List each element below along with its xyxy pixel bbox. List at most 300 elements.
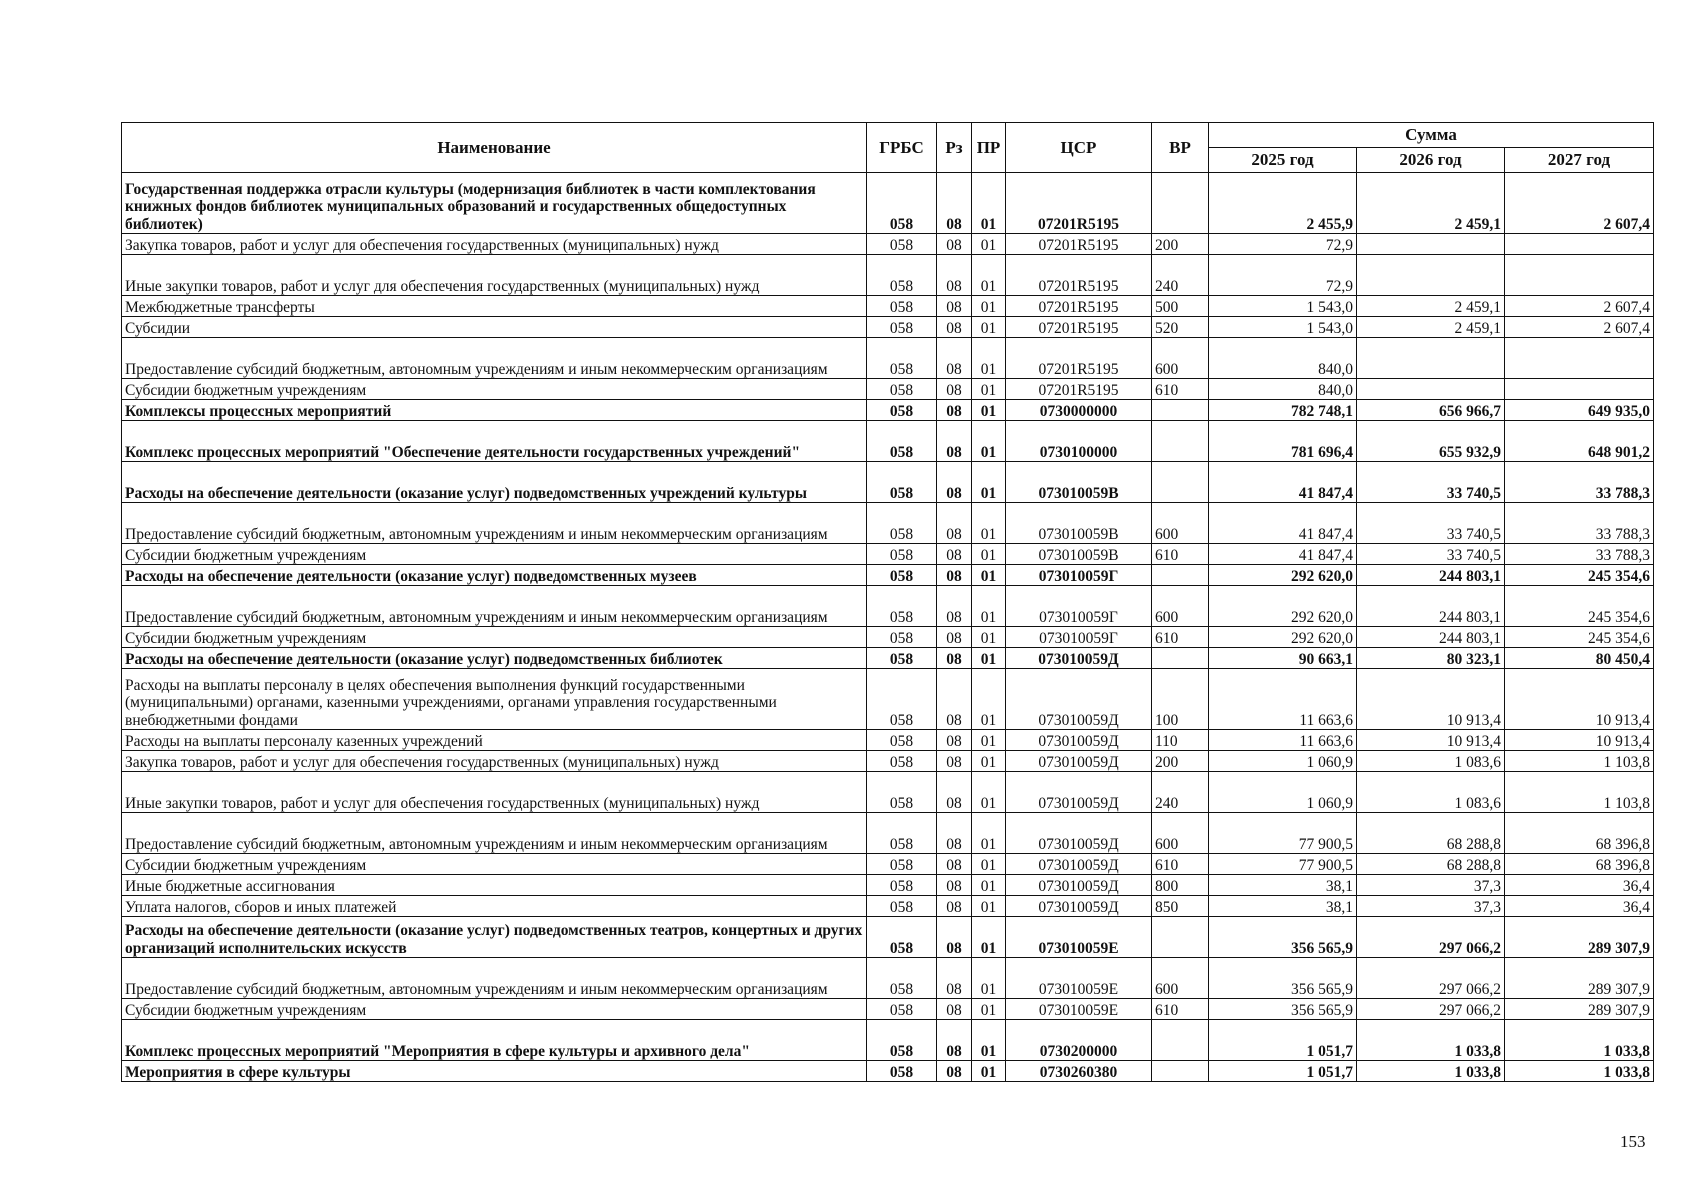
cell-rz: 08 <box>937 999 972 1020</box>
cell-sum-2026: 33 740,5 <box>1357 462 1505 503</box>
cell-sum-2025: 38,1 <box>1209 896 1357 917</box>
cell-grbs: 058 <box>867 751 937 772</box>
cell-sum-2027: 1 033,8 <box>1505 1061 1654 1082</box>
cell-rz: 08 <box>937 400 972 421</box>
table-body <box>122 173 1654 1082</box>
cell-vr: 240 <box>1152 772 1209 813</box>
cell-sum-2025: 11 663,6 <box>1209 669 1357 730</box>
cell-sum-2027 <box>1505 338 1654 379</box>
cell-sum-2026: 1 033,8 <box>1357 1020 1505 1061</box>
table-row <box>122 896 1654 917</box>
cell-name: Государственная поддержка отрасли культуры (модернизация библиотек в части комплектования книжных фондов библиотек муниципальных образований и государственных общедоступных библиотек) <box>122 173 867 234</box>
cell-rz: 08 <box>937 421 972 462</box>
cell-grbs: 058 <box>867 296 937 317</box>
cell-grbs: 058 <box>867 875 937 896</box>
cell-csr: 073010059Г <box>1006 627 1152 648</box>
cell-csr: 073010059Д <box>1006 730 1152 751</box>
cell-sum-2026: 80 323,1 <box>1357 648 1505 669</box>
cell-csr: 073010059Г <box>1006 586 1152 627</box>
cell-vr: 600 <box>1152 503 1209 544</box>
cell-sum-2025: 1 543,0 <box>1209 317 1357 338</box>
cell-sum-2027: 245 354,6 <box>1505 627 1654 648</box>
header-pr: ПР <box>972 123 1006 173</box>
cell-sum-2026: 37,3 <box>1357 875 1505 896</box>
cell-vr: 800 <box>1152 875 1209 896</box>
cell-sum-2026: 297 066,2 <box>1357 958 1505 999</box>
header-year-2027: 2027 год <box>1505 148 1654 173</box>
cell-pr: 01 <box>972 565 1006 586</box>
cell-csr: 073010059Г <box>1006 565 1152 586</box>
cell-pr: 01 <box>972 234 1006 255</box>
cell-sum-2027: 245 354,6 <box>1505 586 1654 627</box>
table-row <box>122 751 1654 772</box>
cell-sum-2025: 72,9 <box>1209 255 1357 296</box>
cell-csr: 07201R5195 <box>1006 317 1152 338</box>
cell-sum-2027: 1 033,8 <box>1505 1020 1654 1061</box>
cell-vr <box>1152 1020 1209 1061</box>
cell-csr: 073010059Д <box>1006 875 1152 896</box>
cell-sum-2025: 77 900,5 <box>1209 854 1357 875</box>
cell-grbs: 058 <box>867 813 937 854</box>
cell-pr: 01 <box>972 1061 1006 1082</box>
table-row <box>122 648 1654 669</box>
cell-pr: 01 <box>972 338 1006 379</box>
cell-pr: 01 <box>972 813 1006 854</box>
header-grbs: ГРБС <box>867 123 937 173</box>
cell-vr: 520 <box>1152 317 1209 338</box>
cell-pr: 01 <box>972 462 1006 503</box>
cell-rz: 08 <box>937 173 972 234</box>
cell-sum-2025: 356 565,9 <box>1209 958 1357 999</box>
cell-sum-2025: 840,0 <box>1209 379 1357 400</box>
cell-csr: 073010059В <box>1006 503 1152 544</box>
cell-rz: 08 <box>937 296 972 317</box>
cell-sum-2025: 41 847,4 <box>1209 503 1357 544</box>
cell-sum-2027: 2 607,4 <box>1505 173 1654 234</box>
cell-name: Комплекс процессных мероприятий "Мероприятия в сфере культуры и архивного дела" <box>122 1020 867 1061</box>
cell-rz: 08 <box>937 1061 972 1082</box>
table-row <box>122 854 1654 875</box>
cell-sum-2027: 10 913,4 <box>1505 669 1654 730</box>
cell-rz: 08 <box>937 338 972 379</box>
table-row <box>122 999 1654 1020</box>
cell-vr: 600 <box>1152 958 1209 999</box>
cell-grbs: 058 <box>867 379 937 400</box>
cell-grbs: 058 <box>867 421 937 462</box>
cell-vr <box>1152 462 1209 503</box>
budget-table <box>121 122 1654 1082</box>
table-row <box>122 173 1654 234</box>
cell-rz: 08 <box>937 565 972 586</box>
cell-pr: 01 <box>972 999 1006 1020</box>
cell-pr: 01 <box>972 896 1006 917</box>
cell-pr: 01 <box>972 317 1006 338</box>
cell-sum-2025: 1 543,0 <box>1209 296 1357 317</box>
cell-sum-2026: 1 083,6 <box>1357 772 1505 813</box>
cell-sum-2026: 10 913,4 <box>1357 730 1505 751</box>
cell-pr: 01 <box>972 958 1006 999</box>
cell-name: Субсидии бюджетным учреждениям <box>122 854 867 875</box>
cell-name: Иные закупки товаров, работ и услуг для обеспечения государственных (муниципальных) нужд <box>122 772 867 813</box>
cell-name: Расходы на обеспечение деятельности (оказание услуг) подведомственных музеев <box>122 565 867 586</box>
cell-vr <box>1152 173 1209 234</box>
cell-csr: 07201R5195 <box>1006 296 1152 317</box>
cell-pr: 01 <box>972 296 1006 317</box>
cell-sum-2025: 11 663,6 <box>1209 730 1357 751</box>
cell-grbs: 058 <box>867 400 937 421</box>
cell-sum-2026: 1 033,8 <box>1357 1061 1505 1082</box>
cell-sum-2026: 68 288,8 <box>1357 854 1505 875</box>
cell-sum-2027: 33 788,3 <box>1505 503 1654 544</box>
cell-csr: 073010059Д <box>1006 896 1152 917</box>
cell-sum-2027: 289 307,9 <box>1505 958 1654 999</box>
cell-vr: 200 <box>1152 751 1209 772</box>
cell-sum-2026: 656 966,7 <box>1357 400 1505 421</box>
cell-grbs: 058 <box>867 462 937 503</box>
cell-csr: 073010059Е <box>1006 999 1152 1020</box>
cell-vr: 610 <box>1152 627 1209 648</box>
table-row <box>122 669 1654 730</box>
cell-vr <box>1152 648 1209 669</box>
cell-vr: 610 <box>1152 999 1209 1020</box>
header-vr: ВР <box>1152 123 1209 173</box>
cell-pr: 01 <box>972 173 1006 234</box>
cell-name: Расходы на выплаты персоналу в целях обеспечения выполнения функций государственными (муниципальными) органами, казенными учреждениями, органами управления государственными внебюджетными фондами <box>122 669 867 730</box>
cell-grbs: 058 <box>867 234 937 255</box>
table-row <box>122 813 1654 854</box>
page-number: 153 <box>1620 1132 1646 1151</box>
cell-sum-2027 <box>1505 234 1654 255</box>
cell-rz: 08 <box>937 586 972 627</box>
cell-pr: 01 <box>972 648 1006 669</box>
cell-sum-2025: 38,1 <box>1209 875 1357 896</box>
cell-rz: 08 <box>937 234 972 255</box>
cell-name: Уплата налогов, сборов и иных платежей <box>122 896 867 917</box>
cell-name: Расходы на обеспечение деятельности (оказание услуг) подведомственных библиотек <box>122 648 867 669</box>
cell-pr: 01 <box>972 772 1006 813</box>
cell-sum-2025: 781 696,4 <box>1209 421 1357 462</box>
cell-grbs: 058 <box>867 772 937 813</box>
cell-name: Предоставление субсидий бюджетным, автономным учреждениям и иным некоммерческим организациям <box>122 958 867 999</box>
cell-pr: 01 <box>972 627 1006 648</box>
cell-sum-2025: 77 900,5 <box>1209 813 1357 854</box>
table-row <box>122 462 1654 503</box>
cell-csr: 07201R5195 <box>1006 234 1152 255</box>
cell-name: Предоставление субсидий бюджетным, автономным учреждениям и иным некоммерческим организациям <box>122 813 867 854</box>
cell-vr: 600 <box>1152 586 1209 627</box>
cell-sum-2026 <box>1357 379 1505 400</box>
table-row <box>122 296 1654 317</box>
cell-rz: 08 <box>937 379 972 400</box>
cell-sum-2025: 2 455,9 <box>1209 173 1357 234</box>
cell-vr: 200 <box>1152 234 1209 255</box>
cell-grbs: 058 <box>867 917 937 958</box>
cell-name: Предоставление субсидий бюджетным, автономным учреждениям и иным некоммерческим организациям <box>122 503 867 544</box>
cell-csr: 073010059Д <box>1006 772 1152 813</box>
cell-grbs: 058 <box>867 503 937 544</box>
header-rz: Рз <box>937 123 972 173</box>
cell-name: Субсидии бюджетным учреждениям <box>122 544 867 565</box>
cell-rz: 08 <box>937 896 972 917</box>
cell-rz: 08 <box>937 772 972 813</box>
cell-csr: 073010059Д <box>1006 669 1152 730</box>
cell-csr: 07201R5195 <box>1006 338 1152 379</box>
cell-name: Субсидии <box>122 317 867 338</box>
table-row <box>122 317 1654 338</box>
cell-sum-2027 <box>1505 379 1654 400</box>
cell-rz: 08 <box>937 317 972 338</box>
cell-vr: 600 <box>1152 338 1209 379</box>
cell-grbs: 058 <box>867 1061 937 1082</box>
cell-sum-2026: 244 803,1 <box>1357 627 1505 648</box>
cell-pr: 01 <box>972 379 1006 400</box>
cell-csr: 0730100000 <box>1006 421 1152 462</box>
cell-grbs: 058 <box>867 586 937 627</box>
cell-pr: 01 <box>972 854 1006 875</box>
cell-pr: 01 <box>972 751 1006 772</box>
cell-sum-2026: 2 459,1 <box>1357 296 1505 317</box>
table-row <box>122 958 1654 999</box>
cell-vr <box>1152 421 1209 462</box>
header-sum: Сумма <box>1209 123 1654 148</box>
cell-rz: 08 <box>937 730 972 751</box>
cell-pr: 01 <box>972 400 1006 421</box>
cell-sum-2025: 90 663,1 <box>1209 648 1357 669</box>
cell-grbs: 058 <box>867 730 937 751</box>
cell-csr: 0730260380 <box>1006 1061 1152 1082</box>
cell-pr: 01 <box>972 730 1006 751</box>
cell-vr <box>1152 917 1209 958</box>
cell-name: Закупка товаров, работ и услуг для обеспечения государственных (муниципальных) нужд <box>122 234 867 255</box>
cell-rz: 08 <box>937 648 972 669</box>
cell-sum-2027: 68 396,8 <box>1505 854 1654 875</box>
cell-name: Мероприятия в сфере культуры <box>122 1061 867 1082</box>
cell-csr: 07201R5195 <box>1006 173 1152 234</box>
table-row <box>122 772 1654 813</box>
cell-grbs: 058 <box>867 627 937 648</box>
cell-pr: 01 <box>972 669 1006 730</box>
cell-sum-2026: 33 740,5 <box>1357 503 1505 544</box>
cell-grbs: 058 <box>867 173 937 234</box>
cell-vr: 610 <box>1152 854 1209 875</box>
cell-pr: 01 <box>972 255 1006 296</box>
cell-csr: 0730200000 <box>1006 1020 1152 1061</box>
cell-rz: 08 <box>937 854 972 875</box>
cell-name: Расходы на обеспечение деятельности (оказание услуг) подведомственных театров, концертных и других организаций исполнительских искусств <box>122 917 867 958</box>
table-row <box>122 503 1654 544</box>
cell-grbs: 058 <box>867 669 937 730</box>
cell-pr: 01 <box>972 544 1006 565</box>
cell-csr: 0730000000 <box>1006 400 1152 421</box>
cell-name: Иные закупки товаров, работ и услуг для обеспечения государственных (муниципальных) нужд <box>122 255 867 296</box>
cell-sum-2025: 292 620,0 <box>1209 565 1357 586</box>
cell-rz: 08 <box>937 751 972 772</box>
cell-sum-2025: 41 847,4 <box>1209 544 1357 565</box>
cell-sum-2027: 36,4 <box>1505 896 1654 917</box>
cell-pr: 01 <box>972 503 1006 544</box>
cell-sum-2027: 648 901,2 <box>1505 421 1654 462</box>
cell-name: Предоставление субсидий бюджетным, автономным учреждениям и иным некоммерческим организациям <box>122 338 867 379</box>
cell-csr: 07201R5195 <box>1006 379 1152 400</box>
cell-sum-2025: 356 565,9 <box>1209 917 1357 958</box>
cell-grbs: 058 <box>867 338 937 379</box>
cell-csr: 073010059В <box>1006 544 1152 565</box>
table-row <box>122 627 1654 648</box>
cell-vr: 610 <box>1152 379 1209 400</box>
table-row <box>122 544 1654 565</box>
cell-name: Закупка товаров, работ и услуг для обеспечения государственных (муниципальных) нужд <box>122 751 867 772</box>
cell-sum-2027: 10 913,4 <box>1505 730 1654 751</box>
cell-csr: 07201R5195 <box>1006 255 1152 296</box>
cell-csr: 073010059В <box>1006 462 1152 503</box>
table-row <box>122 875 1654 896</box>
cell-sum-2026 <box>1357 234 1505 255</box>
cell-vr: 500 <box>1152 296 1209 317</box>
cell-rz: 08 <box>937 958 972 999</box>
cell-sum-2027: 33 788,3 <box>1505 462 1654 503</box>
cell-sum-2027: 68 396,8 <box>1505 813 1654 854</box>
cell-grbs: 058 <box>867 1020 937 1061</box>
table-row <box>122 379 1654 400</box>
header-name: Наименование <box>122 123 867 173</box>
cell-vr: 100 <box>1152 669 1209 730</box>
cell-csr: 073010059Д <box>1006 854 1152 875</box>
cell-vr: 600 <box>1152 813 1209 854</box>
cell-name: Субсидии бюджетным учреждениям <box>122 999 867 1020</box>
cell-rz: 08 <box>937 503 972 544</box>
cell-sum-2026: 297 066,2 <box>1357 917 1505 958</box>
cell-grbs: 058 <box>867 896 937 917</box>
cell-grbs: 058 <box>867 648 937 669</box>
cell-sum-2027: 80 450,4 <box>1505 648 1654 669</box>
cell-grbs: 058 <box>867 565 937 586</box>
cell-sum-2027: 33 788,3 <box>1505 544 1654 565</box>
table-row <box>122 421 1654 462</box>
cell-csr: 073010059Е <box>1006 917 1152 958</box>
cell-name: Иные бюджетные ассигнования <box>122 875 867 896</box>
cell-name: Субсидии бюджетным учреждениям <box>122 627 867 648</box>
cell-name: Межбюджетные трансферты <box>122 296 867 317</box>
cell-sum-2025: 1 060,9 <box>1209 751 1357 772</box>
cell-rz: 08 <box>937 627 972 648</box>
cell-rz: 08 <box>937 917 972 958</box>
cell-sum-2025: 840,0 <box>1209 338 1357 379</box>
cell-rz: 08 <box>937 1020 972 1061</box>
cell-sum-2026: 244 803,1 <box>1357 586 1505 627</box>
table-row <box>122 400 1654 421</box>
cell-sum-2026 <box>1357 338 1505 379</box>
cell-name: Субсидии бюджетным учреждениям <box>122 379 867 400</box>
cell-name: Комплексы процессных мероприятий <box>122 400 867 421</box>
cell-sum-2025: 782 748,1 <box>1209 400 1357 421</box>
table-row <box>122 917 1654 958</box>
cell-rz: 08 <box>937 255 972 296</box>
table-row <box>122 234 1654 255</box>
table-header <box>122 123 1654 173</box>
cell-csr: 073010059Д <box>1006 751 1152 772</box>
cell-grbs: 058 <box>867 854 937 875</box>
cell-name: Предоставление субсидий бюджетным, автономным учреждениям и иным некоммерческим организациям <box>122 586 867 627</box>
cell-vr <box>1152 400 1209 421</box>
cell-grbs: 058 <box>867 317 937 338</box>
cell-sum-2025: 356 565,9 <box>1209 999 1357 1020</box>
cell-pr: 01 <box>972 586 1006 627</box>
table-row <box>122 565 1654 586</box>
cell-pr: 01 <box>972 917 1006 958</box>
cell-sum-2027: 649 935,0 <box>1505 400 1654 421</box>
cell-sum-2026: 244 803,1 <box>1357 565 1505 586</box>
cell-sum-2027: 36,4 <box>1505 875 1654 896</box>
cell-name: Комплекс процессных мероприятий "Обеспечение деятельности государственных учреждений" <box>122 421 867 462</box>
cell-sum-2026: 2 459,1 <box>1357 317 1505 338</box>
cell-sum-2026: 33 740,5 <box>1357 544 1505 565</box>
cell-sum-2026: 10 913,4 <box>1357 669 1505 730</box>
cell-grbs: 058 <box>867 544 937 565</box>
table-row <box>122 730 1654 751</box>
cell-sum-2026: 1 083,6 <box>1357 751 1505 772</box>
cell-sum-2025: 292 620,0 <box>1209 586 1357 627</box>
cell-sum-2027: 289 307,9 <box>1505 917 1654 958</box>
cell-csr: 073010059Е <box>1006 958 1152 999</box>
cell-sum-2026: 2 459,1 <box>1357 173 1505 234</box>
cell-sum-2025: 72,9 <box>1209 234 1357 255</box>
cell-csr: 073010059Д <box>1006 813 1152 854</box>
cell-rz: 08 <box>937 669 972 730</box>
cell-vr: 610 <box>1152 544 1209 565</box>
cell-sum-2026 <box>1357 255 1505 296</box>
cell-grbs: 058 <box>867 999 937 1020</box>
cell-vr: 110 <box>1152 730 1209 751</box>
header-year-2025: 2025 год <box>1209 148 1357 173</box>
cell-name: Расходы на выплаты персоналу казенных учреждений <box>122 730 867 751</box>
cell-sum-2026: 37,3 <box>1357 896 1505 917</box>
cell-vr <box>1152 565 1209 586</box>
cell-name: Расходы на обеспечение деятельности (оказание услуг) подведомственных учреждений культуры <box>122 462 867 503</box>
cell-sum-2026: 68 288,8 <box>1357 813 1505 854</box>
cell-rz: 08 <box>937 544 972 565</box>
cell-sum-2027: 2 607,4 <box>1505 317 1654 338</box>
cell-grbs: 058 <box>867 255 937 296</box>
table-row <box>122 1061 1654 1082</box>
cell-grbs: 058 <box>867 958 937 999</box>
cell-sum-2027: 245 354,6 <box>1505 565 1654 586</box>
cell-sum-2025: 1 060,9 <box>1209 772 1357 813</box>
cell-sum-2026: 655 932,9 <box>1357 421 1505 462</box>
cell-pr: 01 <box>972 875 1006 896</box>
cell-rz: 08 <box>937 875 972 896</box>
cell-sum-2025: 292 620,0 <box>1209 627 1357 648</box>
cell-sum-2027: 289 307,9 <box>1505 999 1654 1020</box>
cell-pr: 01 <box>972 1020 1006 1061</box>
cell-sum-2027: 1 103,8 <box>1505 772 1654 813</box>
table-row <box>122 586 1654 627</box>
header-year-2026: 2026 год <box>1357 148 1505 173</box>
table-row <box>122 338 1654 379</box>
table-row <box>122 255 1654 296</box>
table-row <box>122 1020 1654 1061</box>
cell-sum-2025: 1 051,7 <box>1209 1020 1357 1061</box>
cell-sum-2027: 1 103,8 <box>1505 751 1654 772</box>
cell-rz: 08 <box>937 813 972 854</box>
cell-vr <box>1152 1061 1209 1082</box>
cell-sum-2027: 2 607,4 <box>1505 296 1654 317</box>
cell-sum-2025: 41 847,4 <box>1209 462 1357 503</box>
cell-vr: 850 <box>1152 896 1209 917</box>
cell-rz: 08 <box>937 462 972 503</box>
header-csr: ЦСР <box>1006 123 1152 173</box>
cell-csr: 073010059Д <box>1006 648 1152 669</box>
cell-pr: 01 <box>972 421 1006 462</box>
